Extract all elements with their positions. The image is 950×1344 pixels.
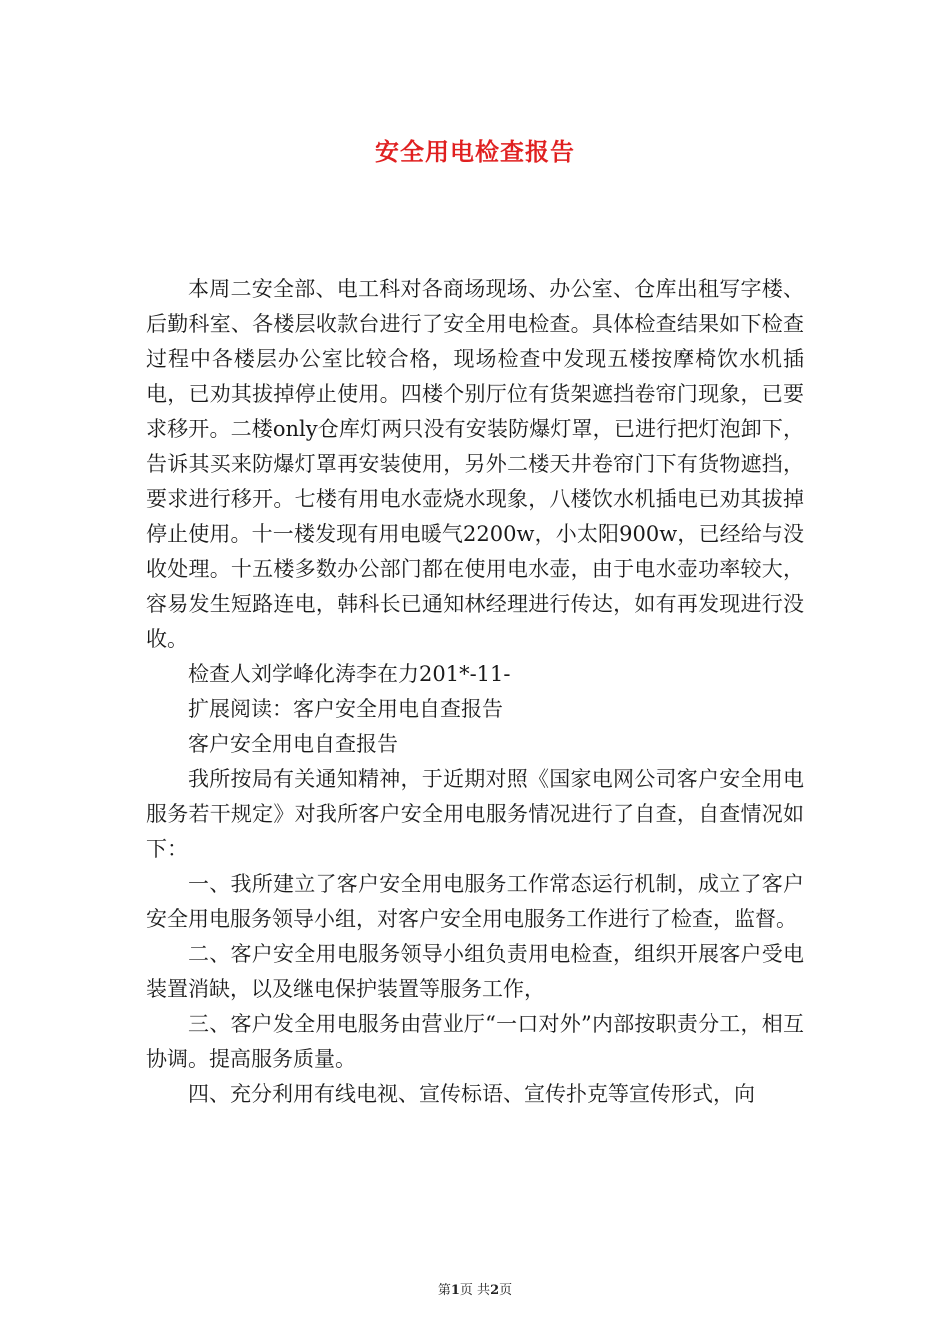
paragraph-self-check-title: 客户安全用电自查报告 <box>188 732 398 756</box>
document-title: 安全用电检查报告 <box>375 137 575 166</box>
footer-middle: 页 共 <box>459 1283 491 1298</box>
footer-total-pages: 2 <box>490 1283 500 1298</box>
paragraph-intro: 我所按局有关通知精神，于近期对照《国家电网公司客户安全用电服务若干规定》对我所客户安全用电服务情况进行了自查，自查情况如下： <box>146 767 804 861</box>
paragraph-item-2: 二、客户安全用电服务领导小组负责用电检查，组织开展客户受电装置消缺，以及继电保护装置等服务工作， <box>146 942 804 1001</box>
paragraph-item-4: 四、充分利用有线电视、宣传标语、宣传扑克等宣传形式，向 <box>188 1082 755 1106</box>
paragraph-item-1: 一、我所建立了客户安全用电服务工作常态运行机制，成立了客户安全用电服务领导小组，对客户安全用电服务工作进行了检查，监督。 <box>146 872 804 931</box>
footer-suffix: 页 <box>499 1283 513 1298</box>
paragraph-inspectors: 检查人刘学峰化涛李在力201*-11- <box>188 662 511 686</box>
document-body <box>146 272 804 1112</box>
paragraph-inspection-report: 本周二安全部、电工科对各商场现场、办公室、仓库出租写字楼、后勤科室、各楼层收款台进行了安全用电检查。具体检查结果如下检查过程中各楼层办公室比较合格，现场检查中发现五楼按摩椅饮水机插电，已劝其拔掉停止使用。四楼个别厅位有货架遮挡卷帘门现象，已要求移开。二楼only仓库灯两只没有安装防爆灯罩，已进行把灯泡卸下，告诉其买来防爆灯罩再安装使用，另外二楼天井卷帘门下有货物遮挡，要求进行移开。七楼有用电水壶烧水现象，八楼饮水机插电已劝其拔掉停止使用。十一楼发现有用电暖气2200w，小太阳900w，已经给与没收处理。十五楼多数办公部门都在使用电水壶，由于电水壶功率较大，容易发生短路连电，韩科长已通知林经理进行传达，如有再发现进行没收。 <box>146 277 804 651</box>
page-footer <box>0 1279 950 1298</box>
paragraph-item-3: 三、客户发全用电服务由营业厅“一口对外”内部按职责分工，相互协调。提高服务质量。 <box>146 1012 804 1071</box>
footer-current-page: 1 <box>450 1283 460 1298</box>
footer-prefix: 第 <box>437 1283 451 1298</box>
paragraph-extended-reading: 扩展阅读：客户安全用电自查报告 <box>188 697 503 721</box>
